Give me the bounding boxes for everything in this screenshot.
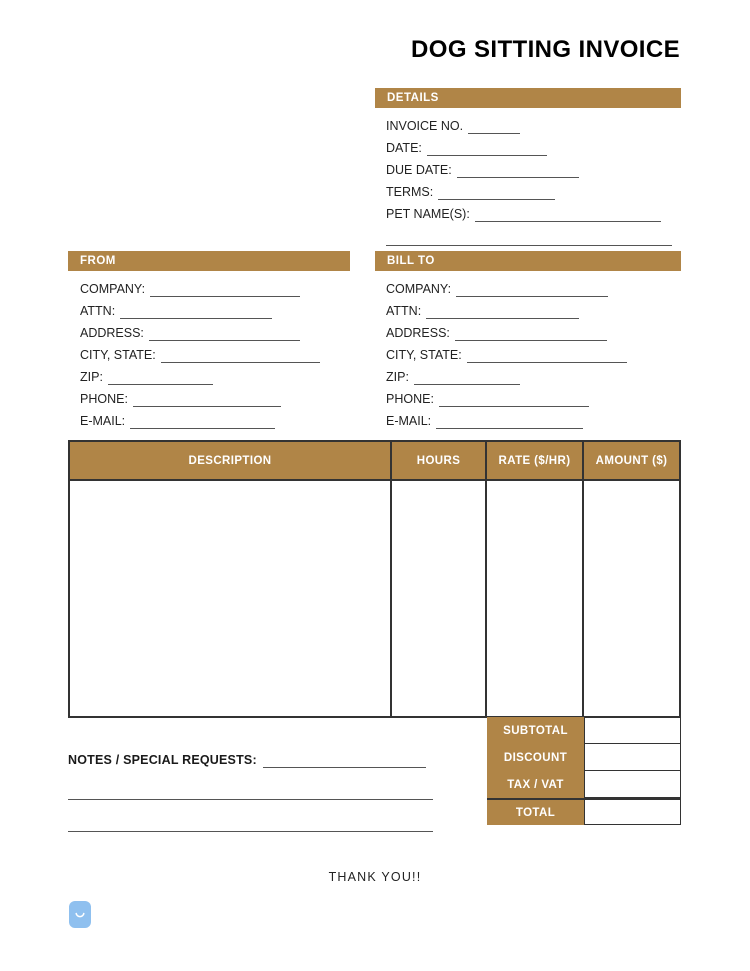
totals-row-tax-vat [487, 771, 681, 798]
field-input-line[interactable] [438, 186, 555, 200]
totals-label: SUBTOTAL [487, 717, 584, 744]
field-label: DUE DATE: [386, 163, 452, 177]
field-label: ATTN: [386, 304, 422, 318]
field-label: ZIP: [80, 370, 103, 384]
column-header-description: DESCRIPTION [70, 442, 392, 479]
field-label: COMPANY: [80, 282, 146, 296]
bill-to-field-phone[interactable] [386, 385, 686, 407]
field-label: TERMS: [386, 185, 434, 199]
field-input-line[interactable] [161, 349, 320, 363]
from-field-company[interactable] [80, 275, 370, 297]
field-label: ATTN: [80, 304, 116, 318]
totals-row-subtotal [487, 717, 681, 744]
notes-line-3[interactable] [68, 800, 433, 832]
field-label: E-MAIL: [80, 414, 126, 428]
field-pet-names-continuation[interactable] [386, 222, 686, 246]
from-field-email[interactable] [80, 407, 370, 429]
bill-to-field-company[interactable] [386, 275, 686, 297]
field-label: ZIP: [386, 370, 409, 384]
company-logo-icon [69, 901, 91, 928]
column-header-hours: HOURS [392, 442, 487, 479]
field-invoice-no[interactable] [386, 112, 686, 134]
field-input-line[interactable] [150, 283, 300, 297]
field-input-line[interactable] [436, 415, 583, 429]
from-field-address[interactable] [80, 319, 370, 341]
field-input-line[interactable] [439, 393, 589, 407]
field-input-line[interactable] [427, 142, 547, 156]
field-label: E-MAIL: [386, 414, 432, 428]
field-terms[interactable] [386, 178, 686, 200]
field-input-line[interactable] [467, 349, 627, 363]
thank-you-note: THANK YOU!! [328, 870, 422, 884]
field-label: PHONE: [80, 392, 128, 406]
page-title: DOG SITTING INVOICE [411, 36, 680, 63]
field-input-line[interactable] [455, 327, 607, 341]
field-input-line[interactable] [386, 232, 672, 246]
bill-to-field-city-state[interactable] [386, 341, 686, 363]
from-field-phone[interactable] [80, 385, 370, 407]
field-pet-names[interactable] [386, 200, 686, 222]
notes-line-2[interactable] [68, 768, 433, 800]
field-input-line[interactable] [475, 208, 661, 222]
field-input-line[interactable] [133, 393, 281, 407]
totals-label: TOTAL [487, 798, 584, 825]
notes-input-line[interactable] [263, 753, 426, 768]
column-header-amount: AMOUNT ($) [595, 454, 668, 467]
field-input-line[interactable] [108, 371, 213, 385]
totals-value[interactable] [584, 798, 681, 825]
totals-label: TAX / VAT [487, 771, 584, 798]
from-section-header: FROM [68, 251, 350, 271]
field-input-line[interactable] [457, 164, 579, 178]
table-body-empty[interactable] [70, 481, 679, 716]
field-input-line[interactable] [149, 327, 300, 341]
notes-first-row[interactable] [68, 744, 443, 768]
field-input-line[interactable] [456, 283, 608, 297]
bill-to-field-address[interactable] [386, 319, 686, 341]
field-label: DATE: [386, 141, 422, 155]
field-input-line[interactable] [468, 120, 520, 134]
totals-value[interactable] [584, 717, 681, 744]
cell-amount[interactable] [584, 481, 679, 716]
totals-row-discount [487, 744, 681, 771]
field-due-date[interactable] [386, 156, 686, 178]
bill-to-section-header: BILL TO [375, 251, 681, 271]
notes-section [68, 744, 443, 832]
field-label: CITY, STATE: [80, 348, 156, 362]
from-field-zip[interactable] [80, 363, 370, 385]
field-label: PHONE: [386, 392, 434, 406]
field-input-line[interactable] [120, 305, 272, 319]
column-header-rate: RATE ($/HR) [487, 442, 584, 479]
details-fields [386, 112, 686, 246]
cell-hours[interactable] [392, 481, 487, 716]
field-label: COMPANY: [386, 282, 452, 296]
notes-label: NOTES / SPECIAL REQUESTS: [68, 753, 257, 767]
field-input-line[interactable] [426, 305, 579, 319]
field-label: ADDRESS: [80, 326, 144, 340]
bill-to-field-attn[interactable] [386, 297, 686, 319]
table-header-row [70, 442, 679, 481]
field-input-line[interactable] [414, 371, 520, 385]
from-field-city-state[interactable] [80, 341, 370, 363]
bill-to-field-email[interactable] [386, 407, 686, 429]
totals-section [487, 717, 681, 825]
totals-value[interactable] [584, 771, 681, 798]
totals-value[interactable] [584, 744, 681, 771]
totals-label: DISCOUNT [487, 744, 584, 771]
field-date[interactable] [386, 134, 686, 156]
details-section-header: DETAILS [375, 88, 681, 108]
field-label: CITY, STATE: [386, 348, 462, 362]
field-input-line[interactable] [130, 415, 275, 429]
cell-rate[interactable] [487, 481, 584, 716]
from-field-attn[interactable] [80, 297, 370, 319]
cell-description[interactable] [70, 481, 392, 716]
line-items-table [68, 440, 681, 718]
bill-to-fields [386, 275, 686, 429]
field-label: INVOICE NO. [386, 119, 464, 133]
field-label: ADDRESS: [386, 326, 450, 340]
totals-row-total [487, 798, 681, 825]
field-label: PET NAME(S): [386, 207, 470, 221]
bill-to-field-zip[interactable] [386, 363, 686, 385]
from-fields [80, 275, 370, 429]
